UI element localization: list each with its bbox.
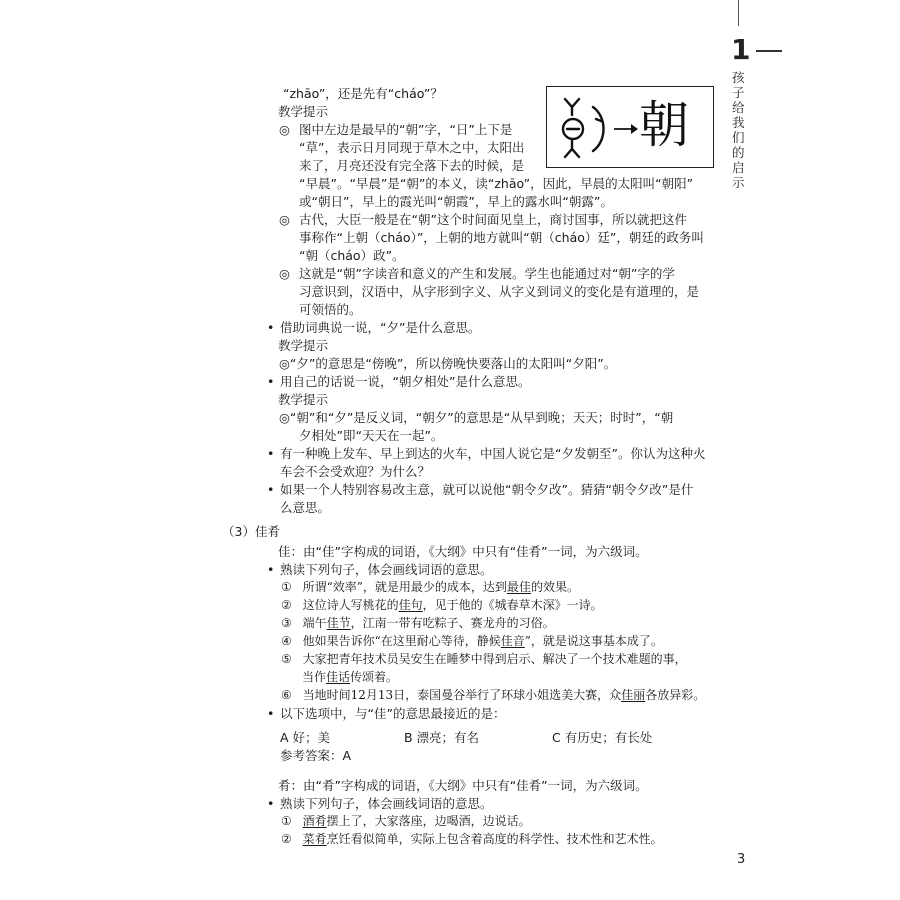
underlined-word: 佳话 (326, 670, 351, 684)
teaching-tip-heading: 教学提示 (278, 338, 329, 353)
underlined-word: 酒肴 (302, 814, 327, 828)
text-line: 这就是“朝”字读音和意义的产生和发展。学生也能通过对“朝”字的学 (299, 266, 675, 281)
example-sentence (281, 832, 663, 847)
text-line: “早晨”。“早晨”是“朝”的本义，读“zhāo”，因此，早晨的太阳叫“朝阳” (299, 176, 694, 191)
bullet: • (267, 482, 275, 497)
circle-bullet: ◎ (279, 212, 290, 227)
text-line: 车会不会受欢迎？为什么？ (280, 464, 431, 479)
bullet: • (267, 706, 275, 721)
text-line: 古代，大臣一般是在“朝”这个时间面见皇上，商讨国事，所以就把这件 (299, 212, 687, 227)
option-c: C 有历史；有长处 (552, 730, 653, 745)
bullet: • (267, 562, 275, 577)
question-line: 用自己的话说一说，“朝夕相处”是什么意思。 (280, 374, 531, 389)
text-line: 图中左边是最早的“朝”字，“日”上下是 (299, 122, 513, 137)
bullet: • (267, 320, 275, 335)
text-line: “草”，表示日月同现于草木之中，太阳出 (299, 140, 525, 155)
sentence-number: ② (281, 832, 292, 846)
underlined-word: 最佳 (506, 580, 531, 594)
text-line: ◎“朝”和“夕”是反义词，“朝夕”的意思是“从早到晚；天天；时时”，“朝 (279, 410, 674, 425)
bullet: • (267, 374, 275, 389)
question-line: 以下选项中，与“佳”的意思最接近的是： (280, 706, 506, 721)
question-line: 熟读下列句子，体会画线词语的意思。 (280, 796, 493, 811)
circle-bullet: ◎ (279, 122, 290, 137)
text-line: ◎“夕”的意思是“傍晚”，所以傍晚快要落山的太阳叫“夕阳”。 (279, 356, 617, 371)
teaching-tip-heading: 教学提示 (278, 392, 329, 407)
example-sentence (281, 634, 663, 649)
chapter-number: 1 (731, 33, 751, 66)
example-sentence-continued (302, 670, 398, 685)
underlined-word: 佳丽 (621, 688, 646, 702)
header-rule (738, 0, 739, 26)
sentence-text: 各放异彩。 (645, 688, 706, 702)
underlined-word: 佳音 (500, 634, 525, 648)
sentence-text: ，见于他的《城春草木深》一诗。 (422, 598, 603, 612)
example-sentence (281, 814, 531, 829)
text-line: 事称作“上朝（cháo）”，上朝的地方就叫“朝（cháo）廷”，朝廷的政务叫 (299, 230, 704, 245)
text-line: 来了，月亮还没有完全落下去的时候，是 (299, 158, 525, 173)
sentence-text: 所谓“效率”，就是用最少的成本，达到 (302, 580, 507, 594)
example-sentence (281, 598, 603, 613)
sentence-text: 大家把青年技术员吴安生在睡梦中得到启示、解决了一个技术难题的事， (302, 652, 687, 666)
chapter-title: 孩子给我们的启示 (732, 70, 745, 190)
question-line: 熟读下列句子，体会画线词语的意思。 (280, 562, 493, 577)
underlined-word: 菜肴 (302, 832, 327, 846)
sentence-text: 摆上了，大家落座，边喝酒，边说话。 (326, 814, 531, 828)
sentence-text: 当作 (302, 670, 327, 684)
page-number: 3 (737, 852, 746, 867)
question-line: 借助词典说一说，“夕”是什么意思。 (280, 320, 481, 335)
sentence-number: ① (281, 814, 292, 828)
example-sentence (281, 616, 555, 631)
example-sentence (281, 688, 705, 703)
sentence-text: 的效果。 (530, 580, 579, 594)
bullet: • (267, 446, 275, 461)
text-line: “朝（cháo）政”。 (299, 248, 405, 263)
sentence-text: ”，就是说这事基本成了。 (524, 634, 663, 648)
text-line: 习意识到，汉语中，从字形到字义、从字义到词义的变化是有道理的，是 (299, 284, 700, 299)
option-b: B 漂亮；有名 (404, 730, 480, 745)
sentence-number: ① (281, 580, 292, 594)
text-line: “zhāo”，还是先有“cháo”？ (283, 86, 443, 101)
sentence-text: 传颂着。 (350, 670, 399, 684)
text-line: 或“朝日”，早上的霞光叫“朝霞”，早上的露水叫“朝露”。 (299, 194, 613, 209)
sentence-number: ⑥ (281, 688, 292, 702)
sentence-text: 端午 (302, 616, 327, 630)
text-line: 么意思。 (280, 500, 331, 515)
option-a: A 好；美 (280, 730, 331, 745)
sentence-number: ③ (281, 616, 292, 630)
sentence-number: ⑤ (281, 652, 292, 666)
text-line: 夕相处”即“天天在一起”。 (299, 428, 444, 443)
right-arrow-icon (613, 123, 639, 135)
text-line: 可领悟的。 (299, 302, 362, 317)
sentence-number: ② (281, 598, 292, 612)
circle-bullet: ◎ (279, 266, 290, 281)
modern-zhao-character: 朝 (639, 96, 689, 154)
question-line: 如果一个人特别容易改主意，就可以说他“朝令夕改”。猜猜“朝令夕改”是什 (280, 482, 694, 497)
sentence-text: ，江南一带有吃粽子、赛龙舟的习俗。 (350, 616, 555, 630)
sentence-text: 他如果告诉你“在这里耐心等待，静候 (302, 634, 501, 648)
text-line: 肴：由“肴”字构成的词语，《大纲》中只有“佳肴”一词，为六级词。 (278, 778, 648, 793)
bullet: • (267, 796, 275, 811)
question-line: 有一种晚上发车、早上到达的火车，中国人说它是“夕发朝至”。你认为这种火 (280, 446, 706, 461)
sentence-text: 当地时间12月13日，泰国曼谷举行了环球小姐选美大赛，众 (302, 688, 622, 702)
character-evolution-figure (546, 86, 714, 168)
underlined-word: 佳句 (398, 598, 423, 612)
reference-answer: 参考答案：A (280, 748, 352, 763)
example-sentence (281, 652, 687, 667)
sentence-text: 烹饪看似简单，实际上包含着高度的科学性、技术性和艺术性。 (326, 832, 663, 846)
sentence-number: ④ (281, 634, 292, 648)
ancient-zhao-glyph-icon (555, 93, 615, 163)
text-line: 佳：由“佳”字构成的词语，《大纲》中只有“佳肴”一词，为六级词。 (278, 544, 648, 559)
chapter-dash (756, 50, 782, 52)
section-heading: （3）佳肴 (222, 524, 280, 539)
underlined-word: 佳节 (326, 616, 351, 630)
sentence-text: 这位诗人写桃花的 (302, 598, 399, 612)
teaching-tip-heading: 教学提示 (278, 104, 329, 119)
example-sentence (281, 580, 579, 595)
